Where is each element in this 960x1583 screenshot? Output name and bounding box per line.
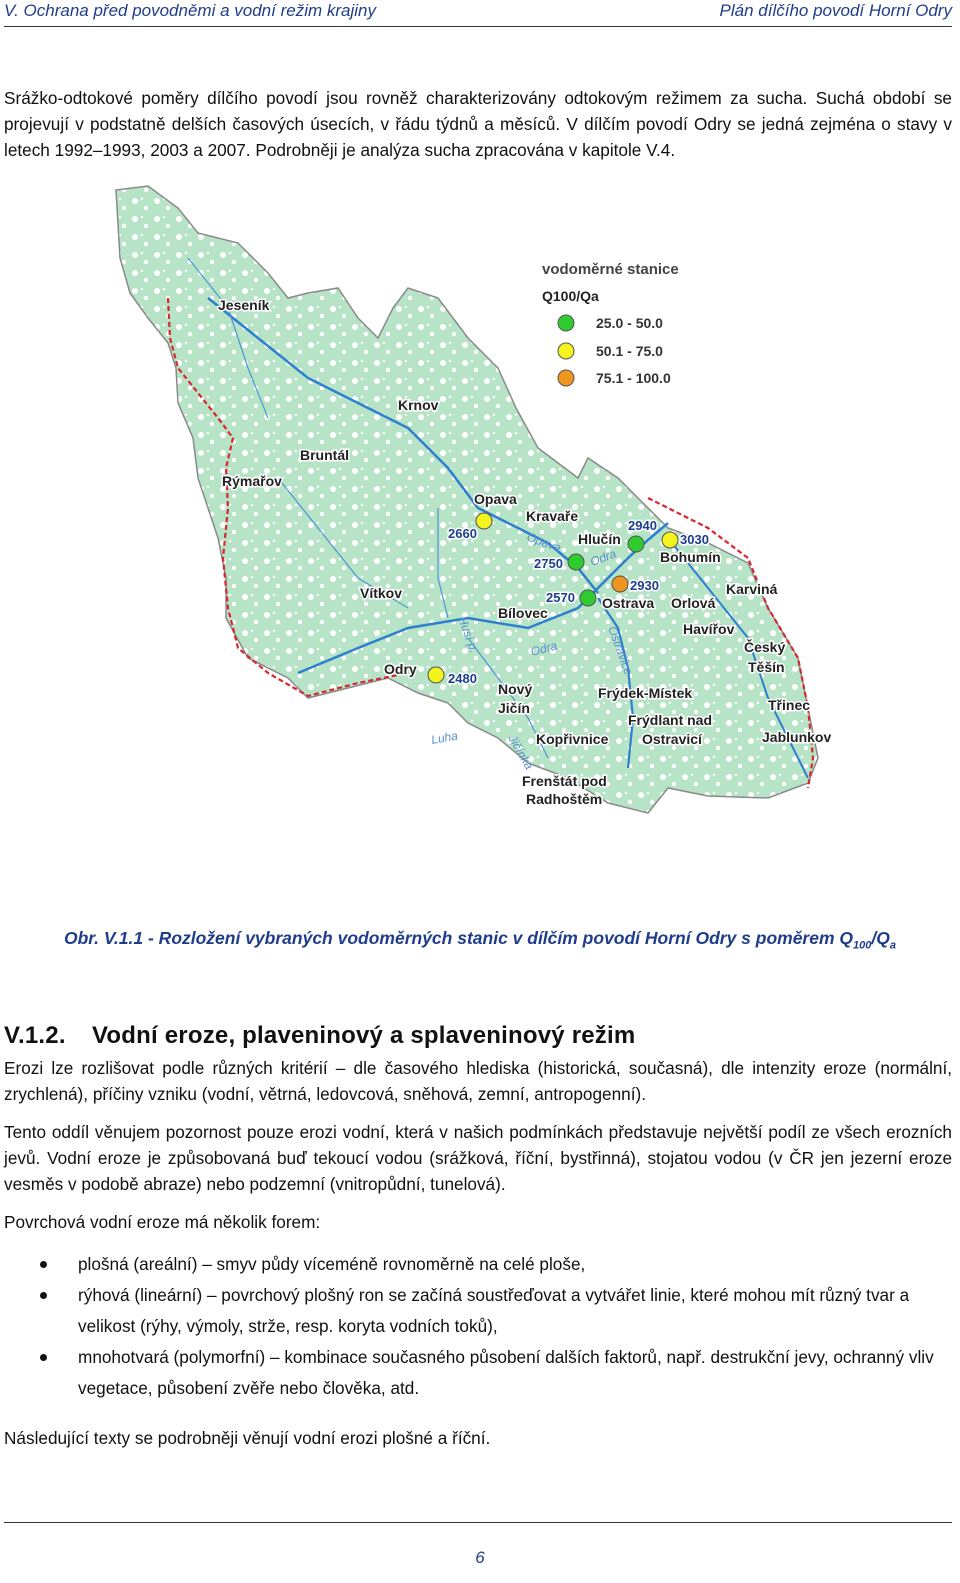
header-divider	[4, 26, 952, 27]
town-label: Radhoštěm	[526, 791, 603, 807]
legend-variable: Q100/Qa	[542, 288, 599, 304]
town-label: Těšín	[748, 659, 785, 675]
town-label: Odry	[384, 661, 417, 677]
station-marker	[568, 554, 584, 570]
river-label: Jičínka	[505, 732, 537, 772]
figure-caption	[0, 928, 960, 952]
section-number: V.1.2.	[4, 1022, 66, 1049]
town-label: Krnov	[398, 397, 439, 413]
list-item: rýhová (lineární) – povrchový plošný ron se začíná soustřeďovat a vytvářet linie, které mohou mít různý tvar a velikost (rýhy, výmoly, strže, resp. koryta vodních toků),	[0, 1280, 952, 1342]
station-marker	[580, 590, 596, 606]
river-label: Odra	[529, 638, 559, 659]
river-label: Ostravice	[605, 624, 636, 677]
caption-text: Obr. V.1.1 - Rozložení vybraných vodoměrných stanic v dílčím povodí Horní Odry s poměrem Q	[64, 928, 854, 948]
station-marker	[628, 536, 644, 552]
station-label: 2940	[628, 518, 657, 533]
legend-swatch	[558, 343, 574, 359]
legend-items	[558, 315, 671, 386]
station-marker	[612, 576, 628, 592]
river-label: Odra	[588, 546, 619, 569]
header-chapter: V. Ochrana před povodněmi a vodní režim krajiny	[4, 1, 376, 20]
station-label: 2660	[448, 526, 477, 541]
station-marker	[662, 532, 678, 548]
station-label: 2480	[448, 671, 477, 686]
town-label: Karviná	[726, 581, 778, 597]
basin-area	[116, 186, 818, 813]
town-label: Opava	[474, 491, 517, 507]
legend-label: 75.1 - 100.0	[596, 370, 671, 386]
town-label: Frýdek-Místek	[598, 685, 693, 701]
paragraph-forms-intro: Povrchová vodní eroze má několik forem:	[4, 1212, 321, 1232]
section-title: Vodní eroze, plaveninový a splaveninový režim	[92, 1022, 636, 1049]
station-marker	[476, 513, 492, 529]
basin-map	[108, 178, 848, 890]
list-item: mnohotvará (polymorfní) – kombinace současného působení dalších faktorů, např. destrukční jevy, ochranný vliv vegetace, působení zvěře nebo člověka, atd.	[0, 1342, 952, 1404]
paragraph-water-erosion: Tento oddíl věnujem pozornost pouze erozi vodní, která v našich podmínkách představuje největší podíl ze všech erozních jevů. Vodní eroze je způsobovaná buď tekoucí vodou (srážková, říční, bystřinná), stojatou vodou (v ČR jen jezerní eroze vesměs v podobě abraze) nebo podzemní (vnitropůdní, tunelová).	[4, 1122, 952, 1194]
river-label: Husí p.	[455, 614, 482, 655]
town-label: Rýmařov	[222, 473, 282, 489]
town-label: Frýdlant nad	[628, 712, 713, 728]
caption-sub-1: 100	[853, 939, 872, 952]
town-label: Bílovec	[498, 605, 548, 621]
station-label: 2930	[630, 578, 659, 593]
caption-sub-2: a	[889, 939, 896, 952]
legend-title: vodoměrné stanice	[542, 261, 679, 278]
town-label: Vítkov	[360, 585, 403, 601]
town-label: Bruntál	[300, 447, 349, 463]
town-label: Jablunkov	[762, 729, 832, 745]
intro-paragraph: Srážko-odtokové poměry dílčího povodí jsou rovněž charakterizovány odtokovým režimem za sucha. Suchá období se projevují v podstatně delších časových úsecích, v řádu týdnů a měsíců. V dílčím povodí Odry se jedná zejména o stavy v letech 1992–1993, 2003 a 2007. Podrobněji je analýza sucha zpracována v kapitole V.4.	[4, 88, 952, 160]
town-label: Frenštát pod	[522, 773, 607, 789]
page-number: 6	[475, 1548, 485, 1567]
town-label: Ostrava	[602, 595, 655, 611]
basin-map-svg	[108, 178, 848, 890]
legend-label: 25.0 - 50.0	[596, 315, 663, 331]
town-label: Kopřivnice	[536, 731, 609, 747]
river-label: Luha	[430, 728, 459, 747]
town-label: Český	[744, 639, 786, 655]
town-label: Ostravicí	[642, 731, 702, 747]
town-label: Jeseník	[218, 297, 270, 313]
erosion-forms-list	[0, 1249, 952, 1404]
footer-divider	[4, 1522, 952, 1523]
station-marker	[428, 667, 444, 683]
legend-swatch	[558, 315, 574, 331]
paragraph-erosion-criteria: Erozi lze rozlišovat podle různých kritérií – dle časového hlediska (historická, současná), dle intenzity eroze (normální, zrychlená), příčiny vzniku (vodní, větrná, ledovcová, sněhová, zemní, antropogenní).	[4, 1058, 952, 1104]
legend-label: 50.1 - 75.0	[596, 343, 663, 359]
town-label: Bohumín	[660, 549, 721, 565]
river-label: Opava	[524, 529, 563, 555]
caption-mid: /Q	[871, 928, 890, 948]
header-document-title: Plán dílčího povodí Horní Odry	[719, 1, 952, 20]
legend-swatch	[558, 370, 574, 386]
section-heading	[4, 1022, 635, 1050]
page-header	[4, 0, 952, 22]
town-label: Orlová	[671, 595, 716, 611]
list-item: plošná (areální) – smyv půdy víceméně rovnoměrně na celé ploše,	[0, 1249, 952, 1280]
station-label: 3030	[680, 532, 709, 547]
town-label: Nový	[498, 681, 533, 697]
station-label: 2570	[546, 590, 575, 605]
town-label: Jičín	[498, 700, 530, 716]
station-label: 2750	[534, 556, 563, 571]
town-label: Třinec	[768, 697, 811, 713]
town-label: Havířov	[683, 621, 735, 637]
town-label: Kravaře	[526, 508, 579, 524]
town-label: Hlučín	[578, 531, 621, 547]
paragraph-following: Následující texty se podrobněji věnují vodní erozi plošné a říční.	[4, 1428, 491, 1448]
